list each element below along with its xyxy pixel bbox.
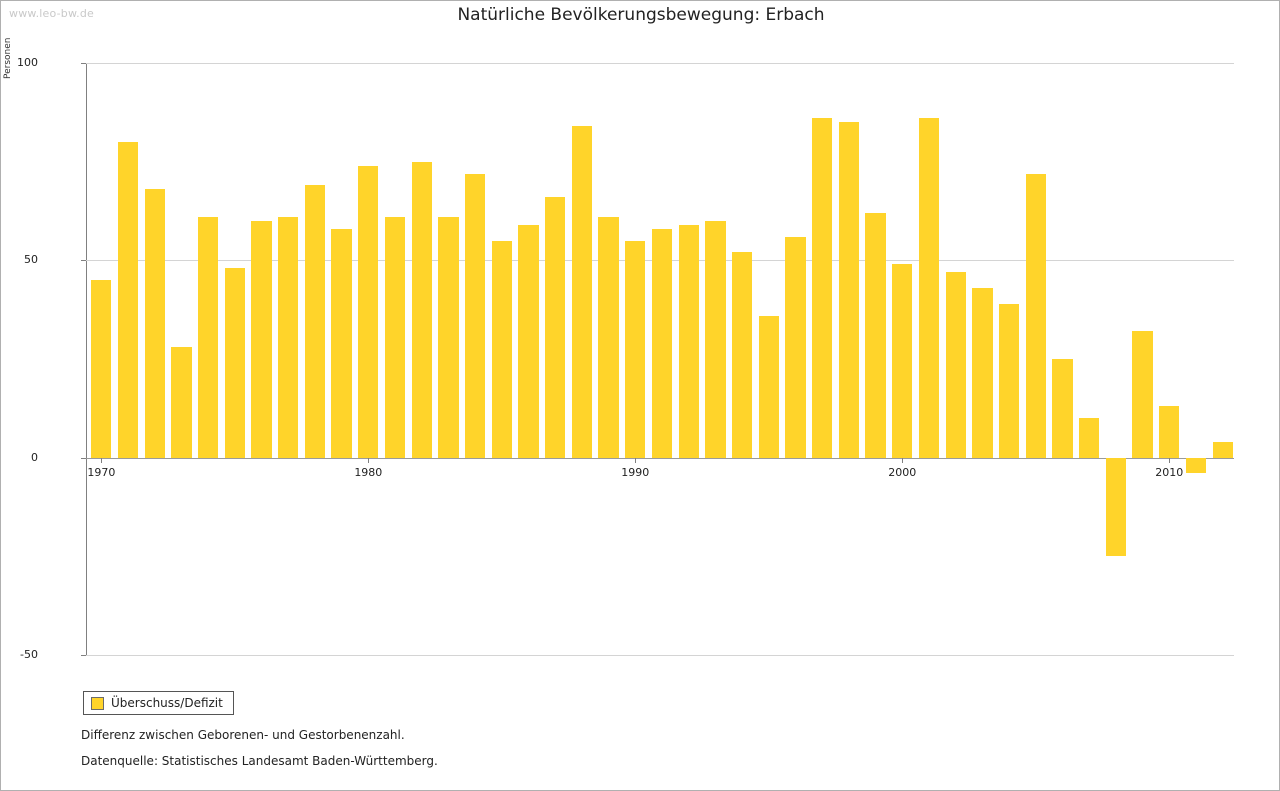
footnote-definition: Differenz zwischen Geborenen- und Gestorbenenzahl.	[81, 728, 405, 742]
bar	[785, 237, 805, 458]
bar	[865, 213, 885, 458]
bar	[198, 217, 218, 458]
bar	[1106, 458, 1126, 557]
x-tick-label: 2010	[1155, 465, 1184, 479]
x-tick-label: 1970	[87, 465, 116, 479]
x-tick-mark	[101, 458, 102, 463]
bar	[1052, 359, 1072, 458]
bar	[331, 229, 351, 458]
bar	[145, 189, 165, 457]
bar	[598, 217, 618, 458]
bar-series	[86, 63, 1234, 655]
bar	[705, 221, 725, 458]
y-tick-label: -50	[20, 648, 38, 661]
y-axis-label: Personen	[3, 37, 13, 79]
bar	[1213, 442, 1233, 458]
x-tick-label: 1980	[354, 465, 383, 479]
gridline	[86, 655, 1234, 656]
plot-area	[86, 63, 1234, 655]
y-tick-label: 100	[17, 56, 38, 69]
bar	[492, 241, 512, 458]
bar	[679, 225, 699, 458]
bar	[625, 241, 645, 458]
bar	[972, 288, 992, 458]
bar	[892, 264, 912, 457]
bar	[652, 229, 672, 458]
bar	[278, 217, 298, 458]
watermark: www.leo-bw.de	[9, 7, 95, 20]
legend-label: Überschuss/Defizit	[111, 696, 223, 710]
bar	[91, 280, 111, 458]
bar	[946, 272, 966, 457]
bar	[999, 304, 1019, 458]
x-tick-mark	[635, 458, 636, 463]
bar	[358, 166, 378, 458]
bar	[1079, 418, 1099, 457]
bar	[171, 347, 191, 458]
bar	[251, 221, 271, 458]
x-tick-label: 1990	[621, 465, 650, 479]
x-tick-mark	[1169, 458, 1170, 463]
bar	[385, 217, 405, 458]
bar	[759, 316, 779, 458]
bar	[732, 252, 752, 457]
bar	[572, 126, 592, 458]
bar	[1159, 406, 1179, 457]
bar	[412, 162, 432, 458]
bar	[438, 217, 458, 458]
bar	[1132, 331, 1152, 457]
y-tick-mark	[81, 655, 86, 656]
bar	[1026, 174, 1046, 458]
x-tick-mark	[368, 458, 369, 463]
page-title: Natürliche Bevölkerungsbewegung: Erbach	[457, 5, 825, 25]
bar	[305, 185, 325, 457]
bar	[839, 122, 859, 457]
bar	[225, 268, 245, 457]
y-tick-label: 0	[31, 450, 38, 464]
legend	[83, 691, 234, 715]
bar	[465, 174, 485, 458]
bar	[812, 118, 832, 457]
x-tick-label: 2000	[888, 465, 917, 479]
x-tick-mark	[902, 458, 903, 463]
footnote-source: Datenquelle: Statistisches Landesamt Baden-Württemberg.	[81, 754, 438, 768]
bar	[118, 142, 138, 458]
bar	[518, 225, 538, 458]
y-tick-label: 50	[24, 253, 38, 267]
bar	[545, 197, 565, 457]
legend-swatch-icon	[91, 697, 104, 710]
bar	[919, 118, 939, 457]
